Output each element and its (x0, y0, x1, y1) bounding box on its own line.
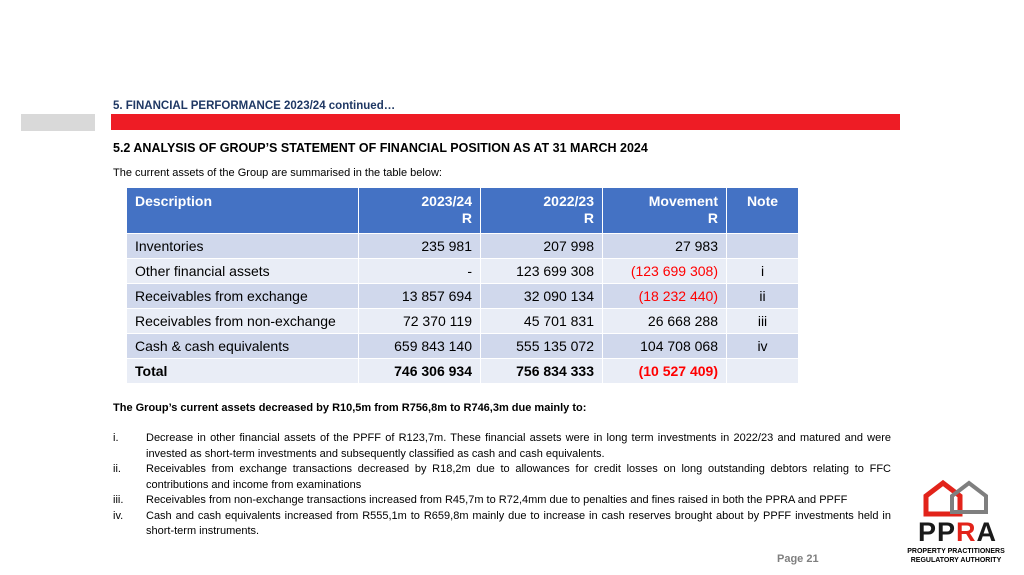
table-row (127, 334, 799, 359)
reasons-list (113, 431, 891, 540)
header-2022-23-label: 2022/23 (543, 193, 594, 209)
cell-2022-23: 45 701 831 (481, 309, 603, 334)
header-movement-label: Movement (648, 193, 718, 209)
list-item (113, 431, 891, 462)
sub-heading: 5.2 ANALYSIS OF GROUP’S STATEMENT OF FINANCIAL POSITION AS AT 31 MARCH 2024 (113, 141, 648, 155)
header-movement (603, 188, 727, 234)
table-row (127, 284, 799, 309)
list-item (113, 493, 891, 509)
cell-2023-24: - (359, 259, 481, 284)
logo-name-line1: PROPERTY PRACTITIONERS (907, 548, 1005, 555)
logo-name-line2: REGULATORY AUTHORITY (910, 557, 1002, 564)
cell-2023-24: 72 370 119 (359, 309, 481, 334)
logo-wordmark (918, 517, 997, 548)
cell-note: ii (727, 284, 799, 309)
current-assets-table (126, 187, 799, 384)
total-2022-23: 756 834 333 (481, 359, 603, 384)
cell-description: Receivables from non-exchange (127, 309, 359, 334)
red-divider-bar (111, 114, 900, 130)
cell-2022-23: 123 699 308 (481, 259, 603, 284)
cell-2022-23: 555 135 072 (481, 334, 603, 359)
cell-2023-24: 13 857 694 (359, 284, 481, 309)
header-2023-24 (359, 188, 481, 234)
list-item-text: Cash and cash equivalents increased from R555,1m to R659,8m mainly due to increase in cash reserves brought about by PPFF investments held in short-term instruments. (146, 509, 891, 537)
cell-description: Receivables from exchange (127, 284, 359, 309)
total-note (727, 359, 799, 384)
header-2023-24-unit: R (461, 210, 472, 226)
house-icon (896, 478, 1016, 520)
cell-movement: 104 708 068 (603, 334, 727, 359)
cell-2022-23: 32 090 134 (481, 284, 603, 309)
list-item-text: Decrease in other financial assets of the PPFF of R123,7m. These financial assets were in long term investments in 2022/23 and matured and were invested as short-term investments and subsequently classified as cash and cash equivalents. (146, 432, 891, 460)
cell-note: iv (727, 334, 799, 359)
cell-note (727, 234, 799, 259)
cell-movement: 27 983 (603, 234, 727, 259)
logo-letters-pp: PP (918, 517, 957, 547)
cell-note: i (727, 259, 799, 284)
list-item-text: Receivables from non-exchange transactions increased from R45,7m to R72,4mm due to penalties and fines raised in both the PPRA and PPFF (146, 494, 848, 506)
summary-statement: The Group’s current assets decreased by R10,5m from R756,8m to R746,3m due mainly to: (113, 402, 587, 414)
header-2022-23-unit: R (583, 210, 594, 226)
grey-marker (21, 114, 95, 131)
cell-description: Other financial assets (127, 259, 359, 284)
list-item-number: iv. (113, 509, 124, 522)
list-item (113, 462, 891, 493)
header-2023-24-label: 2023/24 (421, 193, 472, 209)
total-label: Total (127, 359, 359, 384)
cell-movement: (123 699 308) (603, 259, 727, 284)
table-header-row (127, 188, 799, 234)
cell-2023-24: 235 981 (359, 234, 481, 259)
cell-movement: 26 668 288 (603, 309, 727, 334)
list-item-number: iii. (113, 494, 124, 506)
section-title: 5. FINANCIAL PERFORMANCE 2023/24 continued… (113, 100, 396, 112)
table-total-row (127, 359, 799, 384)
logo-org-name (896, 547, 1016, 565)
cell-description: Cash & cash equivalents (127, 334, 359, 359)
total-movement: (10 527 409) (603, 359, 727, 384)
cell-2022-23: 207 998 (481, 234, 603, 259)
header-note: Note (727, 188, 799, 234)
ppra-logo (896, 478, 1016, 570)
header-description: Description (127, 188, 359, 234)
cell-note: iii (727, 309, 799, 334)
header-movement-unit: R (707, 210, 718, 226)
page-number: Page 21 (777, 553, 819, 565)
table-row (127, 259, 799, 284)
total-2023-24: 746 306 934 (359, 359, 481, 384)
cell-description: Inventories (127, 234, 359, 259)
intro-text: The current assets of the Group are summarised in the table below: (113, 167, 442, 179)
table-row (127, 234, 799, 259)
list-item-text: Receivables from exchange transactions decreased by R18,2m due to allowances for credit losses on long outstanding debtors relating to FFC contributions and income from examinations (146, 463, 891, 491)
list-item-number: i. (113, 432, 119, 444)
list-item-number: ii. (113, 463, 121, 475)
cell-2023-24: 659 843 140 (359, 334, 481, 359)
cell-movement: (18 232 440) (603, 284, 727, 309)
header-2022-23 (481, 188, 603, 234)
logo-letter-a: A (976, 517, 998, 547)
table-row (127, 309, 799, 334)
list-item (113, 509, 891, 540)
logo-letter-r: R (956, 517, 977, 547)
